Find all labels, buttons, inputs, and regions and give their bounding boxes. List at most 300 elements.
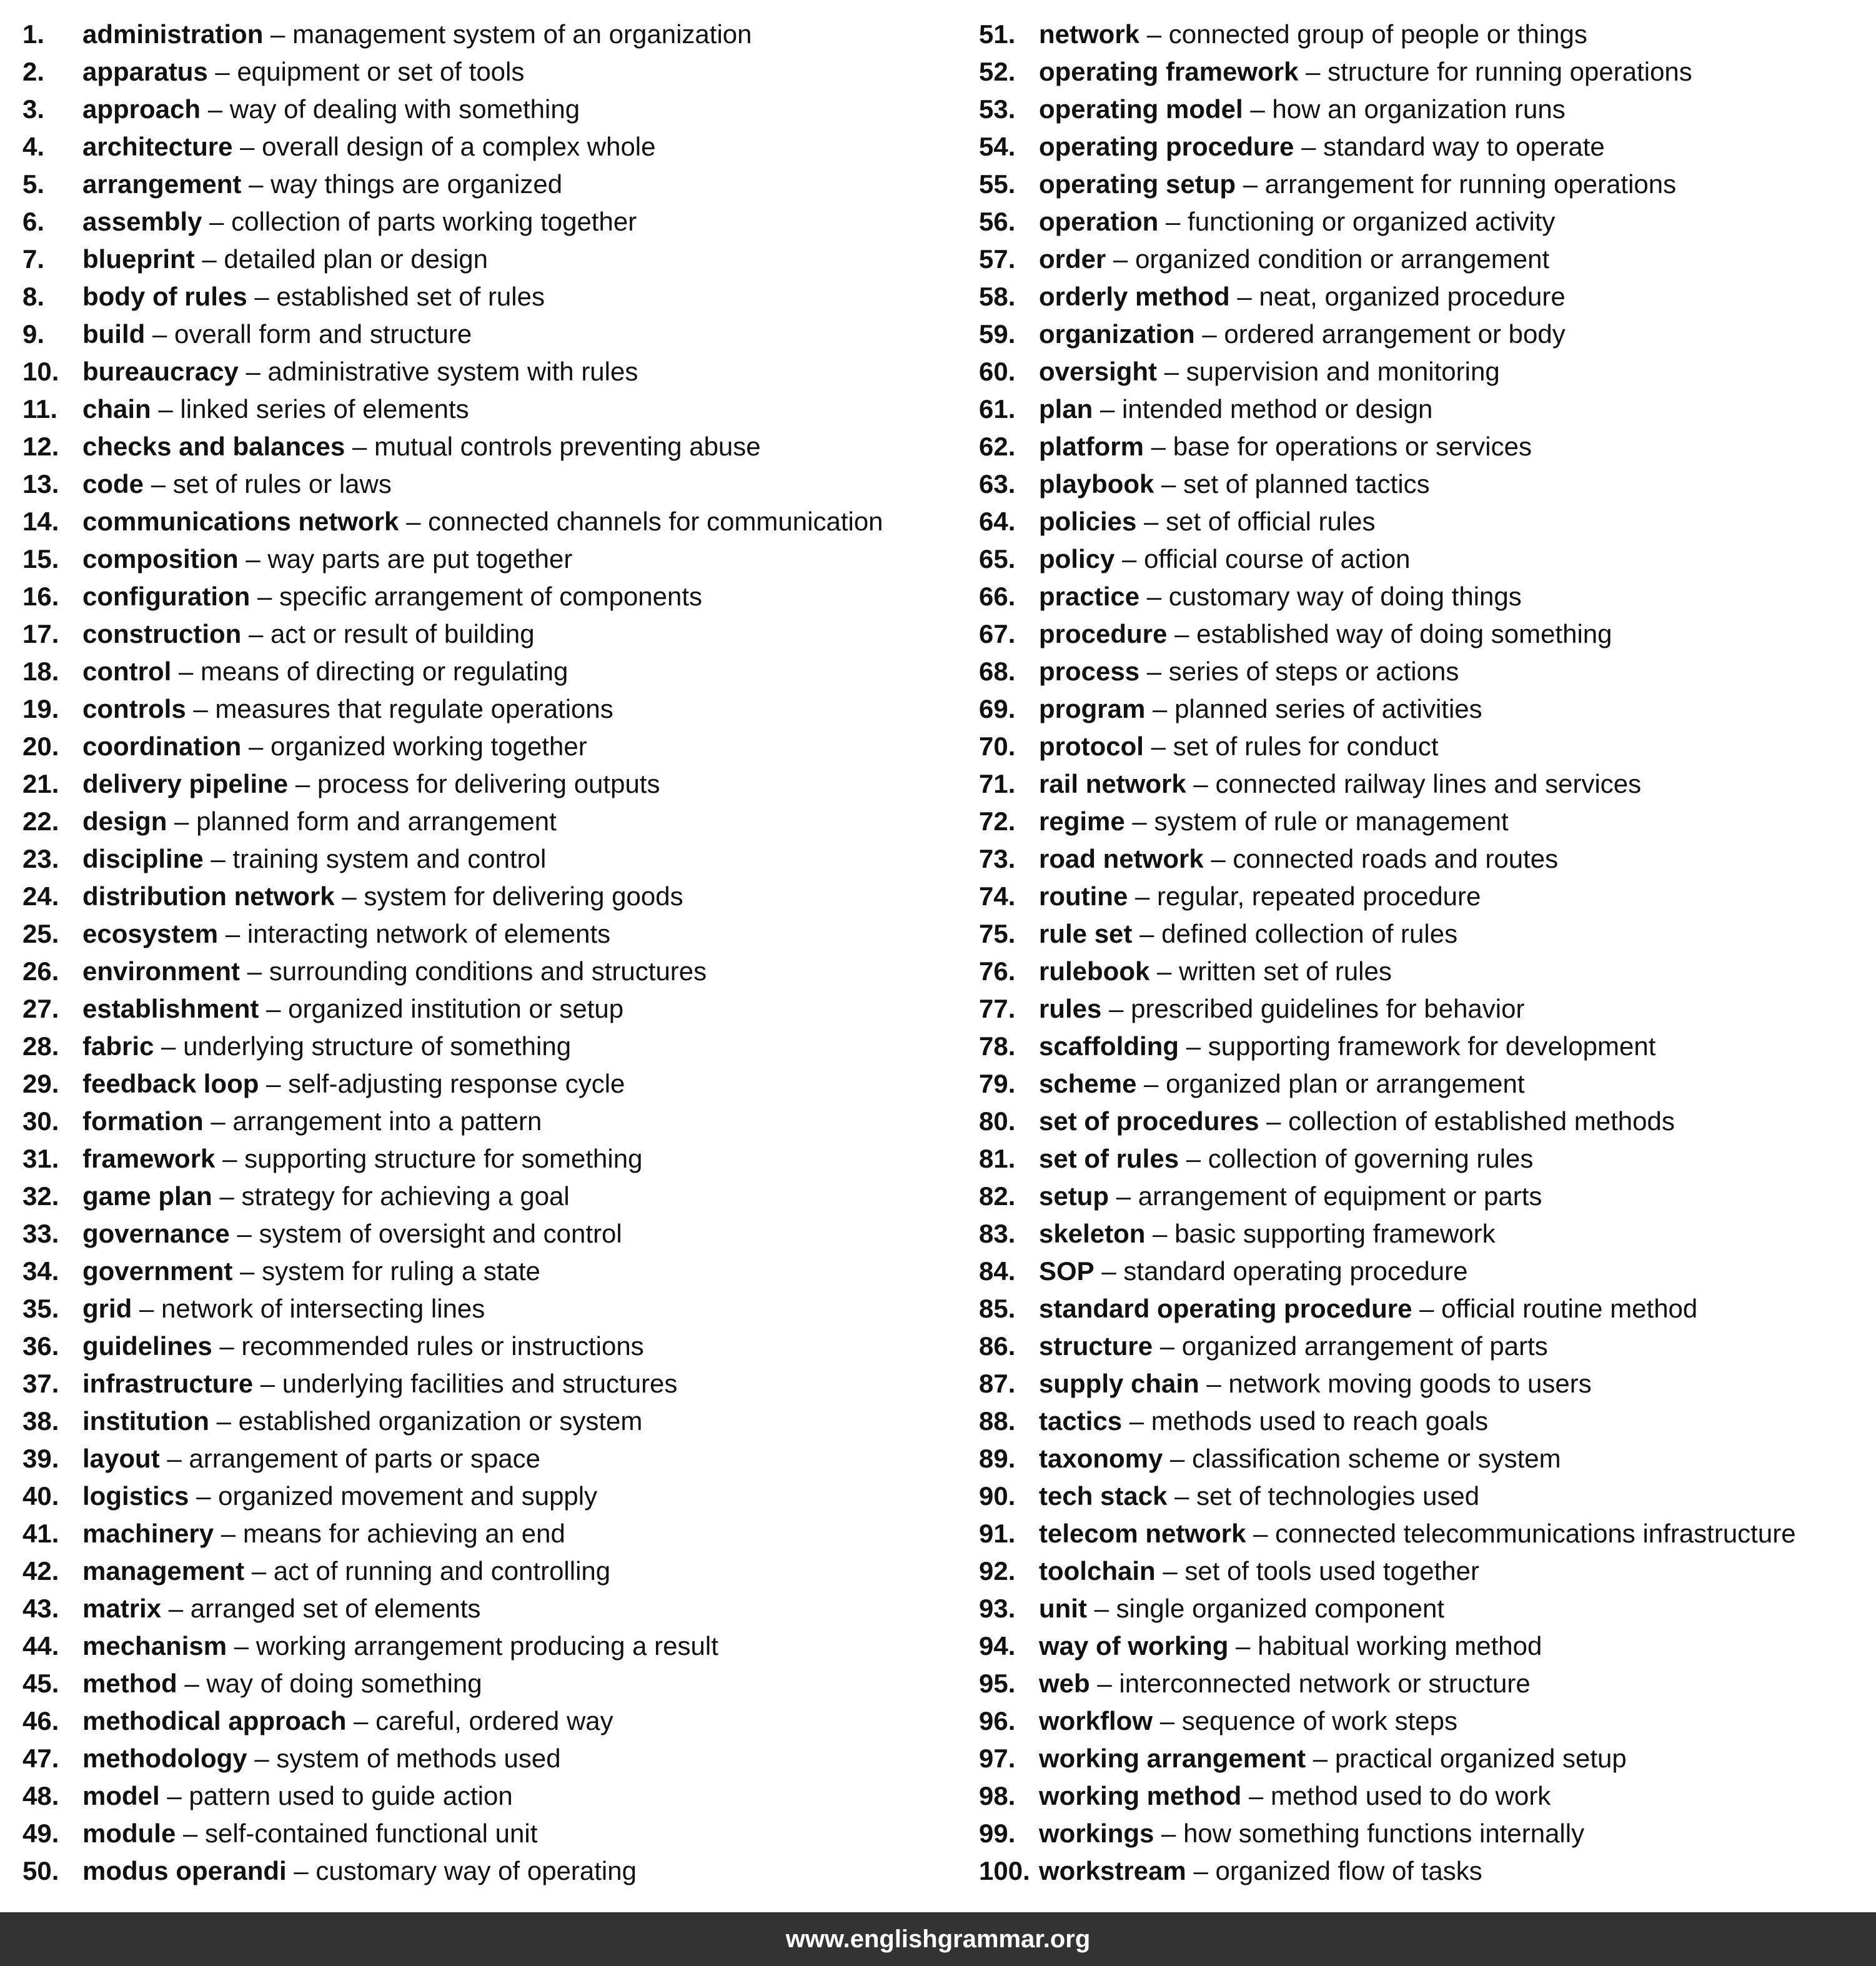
entry-number: 20. [22, 732, 59, 761]
entry-term: methodology [82, 1744, 247, 1773]
entry-separator: – [295, 769, 310, 798]
list-item [979, 1477, 1876, 1515]
entry-term: architecture [82, 132, 233, 161]
entry-number: 98. [979, 1781, 1016, 1810]
entry-number: 51. [979, 19, 1016, 49]
entry-separator: – [234, 1631, 249, 1661]
list-item [979, 953, 1876, 990]
entry-number: 69. [979, 694, 1016, 723]
list-item [979, 1328, 1876, 1365]
list-item [22, 915, 960, 953]
entry-definition: set of tools used together [1184, 1556, 1480, 1586]
list-item [979, 1065, 1876, 1103]
entry-separator: – [1313, 1744, 1328, 1773]
list-item [979, 765, 1876, 803]
entry-term: program [1039, 694, 1146, 723]
entry-number: 5. [22, 169, 45, 199]
entry-definition: system for delivering goods [364, 881, 683, 911]
entry-separator: – [151, 469, 166, 499]
entry-definition: collection of established methods [1288, 1106, 1675, 1136]
entry-term: SOP [1039, 1256, 1094, 1286]
entry-term: management [82, 1556, 245, 1586]
entry-number: 16. [22, 582, 59, 611]
entry-term: playbook [1039, 469, 1154, 499]
entry-term: tech stack [1039, 1481, 1168, 1511]
entry-term: chain [82, 394, 151, 424]
entry-term: game plan [82, 1181, 212, 1211]
list-item [22, 166, 960, 203]
entry-number: 27. [22, 994, 59, 1023]
list-item [979, 915, 1876, 953]
entry-separator: – [254, 282, 269, 311]
list-item [22, 91, 960, 128]
entry-number: 72. [979, 807, 1016, 836]
entry-definition: established organization or system [238, 1406, 643, 1436]
list-item [22, 1253, 960, 1290]
entry-term: rail network [1039, 769, 1186, 798]
list-item [979, 465, 1876, 503]
list-item [22, 1215, 960, 1253]
entry-number: 75. [979, 919, 1016, 948]
entry-term: working method [1039, 1781, 1242, 1810]
entry-separator: – [1144, 507, 1159, 536]
entry-separator: – [342, 881, 357, 911]
entry-number: 9. [22, 319, 45, 349]
entry-definition: mutual controls preventing abuse [374, 432, 761, 461]
entry-number: 59. [979, 319, 1016, 349]
entry-term: supply chain [1039, 1369, 1199, 1398]
entry-term: plan [1039, 394, 1093, 424]
entry-definition: official routine method [1441, 1294, 1698, 1323]
entry-term: government [82, 1256, 233, 1286]
entry-term: administration [82, 19, 264, 49]
entry-number: 55. [979, 169, 1016, 199]
entry-definition: official course of action [1144, 544, 1411, 573]
list-item [22, 1328, 960, 1365]
entry-definition: arrangement of parts or space [189, 1444, 541, 1473]
entry-separator: – [237, 1219, 252, 1248]
entry-definition: written set of rules [1179, 956, 1392, 986]
entry-separator: – [1161, 1819, 1176, 1848]
entry-separator: – [294, 1856, 309, 1885]
entry-term: regime [1039, 807, 1125, 836]
entry-term: rulebook [1039, 956, 1150, 986]
entry-term: organization [1039, 319, 1195, 349]
entry-term: way of working [1039, 1631, 1229, 1661]
entry-term: mechanism [82, 1631, 227, 1661]
entry-term: scheme [1039, 1069, 1137, 1098]
entry-definition: pattern used to guide action [189, 1781, 513, 1810]
entry-separator: – [1113, 244, 1128, 274]
entry-number: 19. [22, 694, 59, 723]
entry-separator: – [1253, 1519, 1268, 1548]
entry-separator: – [1243, 169, 1258, 199]
entry-number: 32. [22, 1181, 59, 1211]
entry-number: 6. [22, 207, 45, 236]
list-item [979, 728, 1876, 765]
entry-term: checks and balances [82, 432, 345, 461]
entry-definition: self-adjusting response cycle [288, 1069, 625, 1098]
entry-separator: – [1166, 207, 1181, 236]
entry-definition: supporting structure for something [244, 1144, 643, 1173]
list-item [979, 428, 1876, 465]
entry-separator: – [1100, 394, 1115, 424]
entry-number: 12. [22, 432, 59, 461]
list-item [979, 1740, 1876, 1777]
list-item [979, 1178, 1876, 1215]
entry-term: infrastructure [82, 1369, 254, 1398]
entry-separator: – [266, 994, 281, 1023]
entry-definition: established way of doing something [1196, 619, 1612, 648]
entry-separator: – [167, 1781, 182, 1810]
entry-definition: linked series of elements [180, 394, 469, 424]
entry-term: working arrangement [1039, 1744, 1306, 1773]
entry-definition: set of official rules [1166, 507, 1376, 536]
entry-term: web [1039, 1669, 1090, 1698]
entry-number: 25. [22, 919, 59, 948]
entry-term: orderly method [1039, 282, 1230, 311]
entry-number: 88. [979, 1406, 1016, 1436]
entry-separator: – [139, 1294, 154, 1323]
entry-definition: system of rule or management [1154, 807, 1509, 836]
entry-term: operating setup [1039, 169, 1236, 199]
entry-separator: – [161, 1031, 176, 1061]
entry-number: 38. [22, 1406, 59, 1436]
entry-definition: act or result of building [270, 619, 535, 648]
list-item [979, 615, 1876, 653]
list-item [22, 840, 960, 878]
entry-separator: – [1094, 1594, 1109, 1623]
list-item [22, 1403, 960, 1440]
entry-number: 89. [979, 1444, 1016, 1473]
entry-separator: – [1122, 544, 1137, 573]
entry-separator: – [1266, 1106, 1281, 1136]
entry-term: workings [1039, 1819, 1154, 1848]
entry-number: 43. [22, 1594, 59, 1623]
list-item [979, 1702, 1876, 1740]
entry-separator: – [254, 1744, 269, 1773]
entry-term: policies [1039, 507, 1137, 536]
entry-term: operating procedure [1039, 132, 1294, 161]
entry-term: toolchain [1039, 1556, 1156, 1586]
entry-separator: – [1419, 1294, 1434, 1323]
entry-term: body of rules [82, 282, 247, 311]
list-item [22, 241, 960, 278]
list-item [979, 241, 1876, 278]
list-item [22, 16, 960, 53]
entry-term: governance [82, 1219, 230, 1248]
entry-number: 85. [979, 1294, 1016, 1323]
entry-term: framework [82, 1144, 216, 1173]
entry-number: 84. [979, 1256, 1016, 1286]
entry-separator: – [225, 919, 241, 948]
entry-definition: supporting framework for development [1208, 1031, 1656, 1061]
list-item [22, 1552, 960, 1590]
list-item [979, 1403, 1876, 1440]
entry-term: workstream [1039, 1856, 1186, 1885]
list-item [22, 1103, 960, 1140]
entry-number: 48. [22, 1781, 59, 1810]
entry-term: logistics [82, 1481, 189, 1511]
entry-definition: standard way to operate [1323, 132, 1605, 161]
entry-term: routine [1039, 881, 1128, 911]
entry-term: set of procedures [1039, 1106, 1259, 1136]
entry-definition: established set of rules [276, 282, 545, 311]
entry-separator: – [1163, 1556, 1178, 1586]
entry-separator: – [1159, 1331, 1175, 1361]
list-item [22, 615, 960, 653]
entry-number: 99. [979, 1819, 1016, 1848]
list-item [979, 1552, 1876, 1590]
list-item [22, 1028, 960, 1065]
entry-term: taxonomy [1039, 1444, 1163, 1473]
entry-definition: detailed plan or design [224, 244, 489, 274]
entry-number: 77. [979, 994, 1016, 1023]
entry-definition: connected channels for communication [428, 507, 883, 536]
entry-definition: defined collection of rules [1161, 919, 1458, 948]
entry-number: 79. [979, 1069, 1016, 1098]
entry-definition: intended method or design [1122, 394, 1433, 424]
entry-separator: – [1202, 319, 1217, 349]
entry-number: 56. [979, 207, 1016, 236]
entry-term: modus operandi [82, 1856, 287, 1885]
entry-term: order [1039, 244, 1106, 274]
entry-number: 15. [22, 544, 59, 573]
entry-definition: connected group of people or things [1168, 19, 1587, 49]
entry-separator: – [209, 207, 224, 236]
entry-definition: underlying structure of something [183, 1031, 572, 1061]
entry-separator: – [1097, 1669, 1112, 1698]
entry-term: establishment [82, 994, 259, 1023]
entry-separator: – [152, 319, 167, 349]
entry-separator: – [1236, 1631, 1251, 1661]
list-item [979, 1290, 1876, 1328]
entry-number: 34. [22, 1256, 59, 1286]
entry-term: protocol [1039, 732, 1144, 761]
list-item [22, 540, 960, 578]
entry-term: set of rules [1039, 1144, 1179, 1173]
list-item [22, 878, 960, 915]
entry-term: model [82, 1781, 160, 1810]
entry-number: 60. [979, 357, 1016, 386]
list-item [979, 1815, 1876, 1852]
entry-term: assembly [82, 207, 202, 236]
entry-definition: management system of an organization [292, 19, 752, 49]
entry-term: skeleton [1039, 1219, 1146, 1248]
entry-definition: how something functions internally [1183, 1819, 1585, 1848]
list-item [979, 1140, 1876, 1178]
entry-number: 58. [979, 282, 1016, 311]
list-item [979, 578, 1876, 615]
entry-number: 66. [979, 582, 1016, 611]
entry-number: 92. [979, 1556, 1016, 1586]
list-item [979, 1852, 1876, 1890]
entry-term: rule set [1039, 919, 1133, 948]
footer-website[interactable]: www.englishgrammar.org [785, 1925, 1091, 1953]
entry-term: guidelines [82, 1331, 212, 1361]
list-item [979, 278, 1876, 315]
entry-definition: planned form and arrangement [196, 807, 557, 836]
entry-definition: customary way of operating [315, 1856, 637, 1885]
footer-bar [0, 1912, 1876, 1966]
list-item [22, 390, 960, 428]
entry-term: coordination [82, 732, 242, 761]
entry-number: 53. [979, 94, 1016, 124]
entry-number: 18. [22, 657, 59, 686]
entry-term: process [1039, 657, 1140, 686]
entry-definition: network of intersecting lines [161, 1294, 485, 1323]
entry-term: operation [1039, 207, 1159, 236]
entry-number: 36. [22, 1331, 59, 1361]
entry-separator: – [1193, 769, 1208, 798]
entry-separator: – [196, 1481, 211, 1511]
entry-definition: customary way of doing things [1168, 582, 1522, 611]
entry-definition: habitual working method [1258, 1631, 1542, 1661]
list-item [22, 1590, 960, 1627]
list-item [22, 1515, 960, 1552]
entry-term: procedure [1039, 619, 1168, 648]
entry-definition: act of running and controlling [273, 1556, 611, 1586]
entry-number: 7. [22, 244, 45, 274]
entry-number: 76. [979, 956, 1016, 986]
word-list-column-left [22, 16, 960, 1890]
entry-number: 24. [22, 881, 59, 911]
entry-term: operating model [1039, 94, 1243, 124]
entry-definition: arrangement for running operations [1264, 169, 1677, 199]
entry-separator: – [249, 619, 264, 648]
entry-number: 21. [22, 769, 59, 798]
list-item [22, 953, 960, 990]
entry-separator: – [183, 1819, 198, 1848]
entry-separator: – [1161, 469, 1176, 499]
entry-number: 29. [22, 1069, 59, 1098]
entry-number: 64. [979, 507, 1016, 536]
entry-number: 40. [22, 1481, 59, 1511]
list-item [22, 765, 960, 803]
entry-number: 47. [22, 1744, 59, 1773]
entry-definition: overall form and structure [174, 319, 472, 349]
entry-separator: – [1129, 1406, 1144, 1436]
entry-number: 39. [22, 1444, 59, 1473]
entry-definition: set of technologies used [1196, 1481, 1480, 1511]
entry-separator: – [1159, 1706, 1175, 1735]
entry-definition: underlying facilities and structures [282, 1369, 678, 1398]
entry-separator: – [215, 57, 230, 86]
entry-separator: – [1109, 994, 1124, 1023]
entry-number: 8. [22, 282, 45, 311]
entry-number: 83. [979, 1219, 1016, 1248]
list-item [979, 1440, 1876, 1477]
entry-term: control [82, 657, 172, 686]
entry-term: composition [82, 544, 239, 573]
entry-number: 73. [979, 844, 1016, 873]
entry-definition: set of rules for conduct [1173, 732, 1439, 761]
list-item [22, 1852, 960, 1890]
entry-number: 23. [22, 844, 59, 873]
list-item [979, 503, 1876, 540]
entry-separator: – [249, 732, 264, 761]
list-item [22, 653, 960, 690]
entry-separator: – [216, 1406, 231, 1436]
entry-term: distribution network [82, 881, 335, 911]
entry-number: 4. [22, 132, 45, 161]
list-item [22, 1440, 960, 1477]
entry-separator: – [260, 1369, 275, 1398]
list-item [979, 166, 1876, 203]
entry-number: 11. [22, 394, 58, 424]
entry-separator: – [219, 1181, 234, 1211]
entry-term: platform [1039, 432, 1144, 461]
entry-separator: – [1186, 1144, 1201, 1173]
entry-separator: – [222, 1144, 237, 1173]
entry-term: telecom network [1039, 1519, 1246, 1548]
list-item [979, 390, 1876, 428]
entry-definition: working arrangement producing a result [256, 1631, 718, 1661]
entry-definition: self-contained functional unit [205, 1819, 538, 1848]
entry-number: 45. [22, 1669, 59, 1698]
entry-number: 37. [22, 1369, 59, 1398]
entry-number: 41. [22, 1519, 59, 1548]
entry-separator: – [168, 1594, 184, 1623]
entry-term: machinery [82, 1519, 214, 1548]
entry-term: setup [1039, 1181, 1109, 1211]
entry-separator: – [158, 394, 173, 424]
entry-separator: – [1146, 19, 1162, 49]
entry-number: 67. [979, 619, 1016, 648]
entry-term: rules [1039, 994, 1102, 1023]
list-item [22, 315, 960, 353]
list-item [22, 53, 960, 91]
entry-term: method [82, 1669, 177, 1698]
entry-term: formation [82, 1106, 204, 1136]
entry-separator: – [1249, 1781, 1264, 1810]
entry-term: network [1039, 19, 1140, 49]
entry-separator: – [167, 1444, 182, 1473]
entry-definition: surrounding conditions and structures [269, 956, 707, 986]
list-item [22, 1140, 960, 1178]
entry-separator: – [1170, 1444, 1185, 1473]
list-item [979, 1215, 1876, 1253]
list-item [979, 315, 1876, 353]
entry-separator: – [1306, 57, 1321, 86]
entry-definition: set of planned tactics [1183, 469, 1430, 499]
entry-number: 86. [979, 1331, 1016, 1361]
list-item [22, 1477, 960, 1515]
entry-definition: specific arrangement of components [279, 582, 703, 611]
entry-separator: – [1186, 1031, 1201, 1061]
entry-definition: recommended rules or instructions [241, 1331, 644, 1361]
entry-number: 49. [22, 1819, 59, 1848]
entry-definition: base for operations or services [1173, 432, 1532, 461]
entry-definition: standard operating procedure [1123, 1256, 1468, 1286]
entry-definition: arranged set of elements [190, 1594, 481, 1623]
entry-definition: basic supporting framework [1174, 1219, 1496, 1248]
entry-definition: regular, repeated procedure [1157, 881, 1481, 911]
entry-number: 2. [22, 57, 45, 86]
entry-number: 54. [979, 132, 1016, 161]
entry-term: configuration [82, 582, 251, 611]
entry-number: 46. [22, 1706, 59, 1735]
entry-definition: methods used to reach goals [1151, 1406, 1489, 1436]
entry-number: 1. [22, 19, 45, 49]
entry-definition: measures that regulate operations [215, 694, 613, 723]
entry-separator: – [207, 94, 223, 124]
list-item [22, 1290, 960, 1328]
list-item [22, 203, 960, 241]
entry-separator: – [1135, 881, 1150, 911]
entry-separator: – [406, 507, 421, 536]
entry-term: controls [82, 694, 186, 723]
